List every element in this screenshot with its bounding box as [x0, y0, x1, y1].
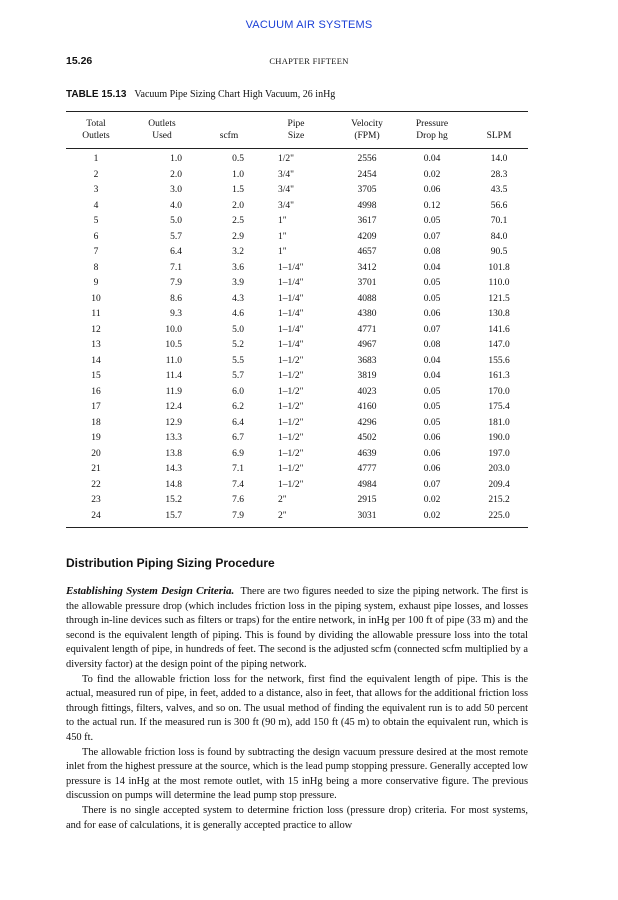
table-row: [66, 184, 528, 200]
cell-velocity: 3412: [357, 262, 377, 273]
cell-outlets-used: 10.5: [165, 340, 182, 350]
cell-velocity: 2915: [357, 495, 377, 505]
cell-slpm: 155.6: [488, 355, 510, 366]
table-row: [66, 293, 528, 309]
table-row: [66, 262, 528, 278]
cell-total-outlets: 3: [93, 185, 99, 195]
cell-pressure-drop: 0.05: [423, 216, 441, 226]
cell-pressure-drop: 0.04: [423, 262, 441, 273]
cell-pipe-size: 2": [278, 495, 287, 505]
cell-total-outlets: 9: [93, 278, 99, 288]
header-outlets-used: Outlets Used: [148, 119, 176, 141]
cell-pressure-drop: 0.06: [423, 464, 441, 474]
cell-total-outlets: 17: [91, 402, 101, 412]
cell-velocity: 3617: [357, 216, 377, 226]
cell-pipe-size: 1–1/2": [278, 355, 304, 366]
cell-outlets-used: 5.0: [170, 216, 182, 226]
cell-pipe-size: 3/4": [278, 169, 295, 180]
cell-scfm: 1.0: [232, 169, 244, 180]
cell-velocity: 4023: [357, 386, 377, 397]
cell-slpm: 14.0: [490, 154, 508, 164]
cell-pipe-size: 3/4": [278, 185, 295, 195]
cell-scfm: 5.5: [232, 355, 244, 366]
cell-total-outlets: 7: [93, 247, 99, 257]
cell-slpm: 101.8: [488, 262, 510, 273]
table-label: TABLE 15.13: [66, 89, 127, 100]
cell-scfm: 1.5: [232, 185, 244, 195]
cell-outlets-used: 13.3: [165, 433, 182, 443]
cell-pressure-drop: 0.02: [423, 169, 441, 180]
cell-total-outlets: 16: [91, 386, 101, 397]
cell-outlets-used: 14.3: [165, 464, 182, 474]
cell-total-outlets: 23: [91, 495, 101, 505]
cell-velocity: 4209: [357, 231, 377, 242]
cell-velocity: 4777: [357, 464, 377, 474]
cell-pipe-size: 1": [278, 231, 287, 242]
paragraph-text: There are two figures needed to size the piping network. The first is the allowable pressure drop (which includes friction loss in the piping system, exhaust pipe losses, and losses through in-line devices such as filters or traps) for the entire network, in inHg per 100 ft of pipe (33 m) and the second is the equivalent length of piping. This is found by dividing the allowable pressure loss into the total equivalent length of pipe, in hundreds of feet. The second is the adjusted scfm (connected scfm multiplied by a diversity factor) at the design point of the piping network.: [66, 586, 528, 670]
cell-velocity: 4639: [357, 448, 377, 459]
table-row: [66, 463, 528, 479]
table-row: [66, 169, 528, 185]
cell-pressure-drop: 0.06: [423, 433, 441, 443]
cell-pipe-size: 1–1/4": [278, 262, 304, 273]
pipe-sizing-table: [66, 111, 528, 528]
table-row: [66, 324, 528, 340]
cell-total-outlets: 14: [91, 355, 101, 366]
header-pipe-size: Pipe Size: [287, 119, 305, 141]
table-header: [66, 112, 528, 149]
cell-pressure-drop: 0.07: [423, 231, 441, 242]
cell-outlets-used: 15.2: [165, 495, 182, 505]
cell-slpm: 161.3: [488, 371, 510, 381]
table-row: [66, 479, 528, 495]
cell-pressure-drop: 0.05: [423, 278, 441, 288]
paragraph: [66, 584, 528, 673]
table-row: [66, 494, 528, 510]
cell-scfm: 2.9: [232, 231, 244, 242]
cell-total-outlets: 21: [91, 464, 101, 474]
cell-scfm: 4.3: [232, 293, 244, 304]
table-row: [66, 231, 528, 247]
cell-total-outlets: 12: [91, 324, 101, 335]
cell-velocity: 4771: [357, 324, 377, 335]
cell-pressure-drop: 0.06: [423, 185, 441, 195]
table-row: [66, 355, 528, 371]
cell-velocity: 3683: [357, 355, 377, 366]
cell-velocity: 4502: [357, 433, 377, 443]
table-row: [66, 417, 528, 433]
cell-slpm: 141.6: [488, 324, 510, 335]
cell-velocity: 3701: [357, 278, 377, 288]
cell-slpm: 130.8: [488, 309, 510, 319]
cell-scfm: 5.7: [232, 371, 244, 381]
cell-scfm: 3.9: [232, 278, 244, 288]
cell-scfm: 6.4: [232, 417, 244, 428]
cell-outlets-used: 3.0: [170, 185, 182, 195]
table-title: Vacuum Pipe Sizing Chart High Vacuum, 26 inHg: [134, 89, 336, 100]
cell-outlets-used: 4.0: [170, 200, 182, 211]
cell-scfm: 5.0: [232, 324, 244, 335]
cell-outlets-used: 15.7: [165, 510, 182, 521]
cell-slpm: 175.4: [488, 402, 510, 412]
cell-total-outlets: 24: [91, 510, 101, 521]
cell-outlets-used: 2.0: [170, 169, 182, 180]
table-body: [66, 149, 528, 527]
cell-pressure-drop: 0.05: [423, 386, 441, 397]
cell-velocity: 2454: [357, 169, 377, 180]
cell-scfm: 7.4: [232, 479, 244, 490]
header-velocity: Velocity (FPM): [351, 119, 383, 141]
table-row: [66, 246, 528, 262]
cell-velocity: 4380: [357, 309, 377, 319]
cell-pressure-drop: 0.12: [423, 200, 441, 211]
cell-scfm: 3.2: [232, 247, 244, 257]
page-number: 15.26: [66, 55, 93, 67]
cell-pressure-drop: 0.05: [423, 417, 441, 428]
cell-pipe-size: 1–1/4": [278, 278, 304, 288]
cell-pipe-size: 1–1/2": [278, 402, 304, 412]
cell-total-outlets: 22: [91, 479, 101, 490]
table-row: [66, 432, 528, 448]
cell-outlets-used: 11.0: [165, 355, 182, 366]
cell-total-outlets: 10: [91, 293, 101, 304]
table-row: [66, 277, 528, 293]
table-row: [66, 339, 528, 355]
table-row: [66, 386, 528, 402]
cell-velocity: 2556: [357, 154, 377, 164]
cell-slpm: 90.5: [490, 247, 508, 257]
cell-pipe-size: 1–1/2": [278, 479, 304, 490]
cell-scfm: 2.0: [232, 200, 244, 211]
cell-velocity: 4657: [357, 247, 377, 257]
cell-scfm: 7.9: [232, 510, 244, 521]
cell-scfm: 4.6: [232, 309, 244, 319]
cell-velocity: 4296: [357, 417, 377, 428]
cell-outlets-used: 9.3: [170, 309, 182, 319]
table-row: [66, 153, 528, 169]
cell-pipe-size: 1–1/4": [278, 309, 304, 319]
cell-scfm: 5.2: [232, 340, 244, 350]
header-pressure-drop: Pressure Drop hg: [415, 119, 449, 141]
cell-pressure-drop: 0.04: [423, 355, 441, 366]
header-slpm: SLPM: [486, 131, 512, 141]
cell-slpm: 147.0: [488, 340, 510, 350]
cell-outlets-used: 12.9: [165, 417, 182, 428]
cell-outlets-used: 11.9: [165, 386, 182, 397]
cell-outlets-used: 11.4: [165, 371, 182, 381]
cell-outlets-used: 14.8: [165, 479, 182, 490]
cell-slpm: 203.0: [488, 464, 510, 474]
table-row: [66, 308, 528, 324]
cell-velocity: 3705: [357, 185, 377, 195]
cell-total-outlets: 1: [93, 154, 99, 164]
cell-slpm: 197.0: [488, 448, 510, 459]
cell-total-outlets: 4: [93, 200, 99, 211]
cell-pipe-size: 1–1/2": [278, 448, 304, 459]
section-title: Distribution Piping Sizing Procedure: [66, 556, 275, 570]
cell-velocity: 4160: [357, 402, 377, 412]
cell-pipe-size: 1": [278, 216, 287, 226]
body-text: [66, 584, 528, 833]
cell-pipe-size: 1–1/4": [278, 324, 304, 335]
cell-pressure-drop: 0.06: [423, 309, 441, 319]
cell-scfm: 6.9: [232, 448, 244, 459]
header-scfm: scfm: [219, 131, 239, 141]
table-row: [66, 370, 528, 386]
cell-slpm: 170.0: [488, 386, 510, 397]
cell-slpm: 84.0: [490, 231, 508, 242]
cell-velocity: 4088: [357, 293, 377, 304]
cell-pipe-size: 1–1/2": [278, 417, 304, 428]
chapter-title: CHAPTER FIFTEEN: [269, 56, 349, 66]
cell-total-outlets: 5: [93, 216, 99, 226]
header-total-outlets: Total Outlets: [82, 119, 110, 141]
paragraph: There is no single accepted system to determine friction loss (pressure drop) criteria. For most systems, and for ease of calculations, it is generally accepted practice to allow: [66, 804, 528, 831]
cell-slpm: 225.0: [488, 510, 510, 521]
cell-slpm: 110.0: [488, 278, 510, 288]
cell-pipe-size: 1–1/4": [278, 340, 304, 350]
cell-outlets-used: 10.0: [165, 324, 182, 335]
cell-outlets-used: 7.1: [170, 262, 182, 273]
cell-total-outlets: 8: [93, 262, 99, 273]
table-row: [66, 448, 528, 464]
cell-pressure-drop: 0.08: [423, 340, 441, 350]
cell-slpm: 181.0: [488, 417, 510, 428]
cell-pipe-size: 3/4": [278, 200, 295, 211]
cell-pressure-drop: 0.04: [423, 154, 441, 164]
runin-heading: Establishing System Design Criteria.: [66, 585, 235, 597]
cell-pipe-size: 1/2": [278, 154, 295, 164]
cell-outlets-used: 12.4: [165, 402, 182, 412]
table-row: [66, 510, 528, 526]
cell-outlets-used: 7.9: [170, 278, 182, 288]
cell-slpm: 190.0: [488, 433, 510, 443]
cell-pressure-drop: 0.05: [423, 293, 441, 304]
cell-velocity: 3031: [357, 510, 377, 521]
cell-total-outlets: 15: [91, 371, 101, 381]
cell-pressure-drop: 0.07: [423, 324, 441, 335]
cell-pressure-drop: 0.05: [423, 402, 441, 412]
cell-pipe-size: 1–1/2": [278, 433, 304, 443]
cell-pipe-size: 1": [278, 247, 287, 257]
cell-total-outlets: 2: [93, 169, 99, 180]
cell-pressure-drop: 0.04: [423, 371, 441, 381]
cell-total-outlets: 20: [91, 448, 101, 459]
cell-scfm: 3.6: [232, 262, 244, 273]
cell-slpm: 43.5: [490, 185, 508, 195]
cell-total-outlets: 11: [91, 309, 101, 319]
table-row: [66, 200, 528, 216]
cell-total-outlets: 19: [91, 433, 101, 443]
cell-total-outlets: 18: [91, 417, 101, 428]
cell-pipe-size: 1–1/2": [278, 386, 304, 397]
cell-slpm: 70.1: [490, 216, 508, 226]
cell-velocity: 3819: [357, 371, 377, 381]
cell-velocity: 4967: [357, 340, 377, 350]
cell-scfm: 6.7: [232, 433, 244, 443]
cell-slpm: 56.6: [490, 200, 508, 211]
cell-pressure-drop: 0.06: [423, 448, 441, 459]
cell-outlets-used: 6.4: [170, 247, 182, 257]
running-head: VACUUM AIR SYSTEMS: [245, 19, 373, 31]
cell-pressure-drop: 0.07: [423, 479, 441, 490]
cell-slpm: 121.5: [488, 293, 510, 304]
cell-pressure-drop: 0.08: [423, 247, 441, 257]
paragraph: To find the allowable friction loss for the network, first find the equivalent length of pipe. This is the actual, measured run of pipe, in feet, added to a distance, also in feet, that allows for the additional friction loss through fittings, filters, valves, and so on. The usual method of finding the equivalent run is to add 50 percent to the actual run. If the measured run is 300 ft (90 m), add 150 ft (45 m) to obtain the equivalent run, which is 450 ft.: [66, 673, 528, 743]
cell-pressure-drop: 0.02: [423, 510, 441, 521]
cell-total-outlets: 6: [93, 231, 99, 242]
table-caption: [66, 89, 335, 100]
cell-total-outlets: 13: [91, 340, 101, 350]
cell-pipe-size: 2": [278, 510, 287, 521]
cell-scfm: 6.2: [232, 402, 244, 412]
table-row: [66, 401, 528, 417]
cell-outlets-used: 13.8: [165, 448, 182, 459]
cell-pipe-size: 1–1/2": [278, 371, 304, 381]
cell-outlets-used: 1.0: [170, 154, 182, 164]
paragraph: The allowable friction loss is found by subtracting the design vacuum pressure desired at the most remote inlet from the highest pressure at the source, which is the lead pump stopping pressure. Generally accepted low pressure is 14 inHg at the most remote outlet, with 15 inHg being a more conservative figure. The previous discussion on pumps will determine the lead pump stop pressure.: [66, 746, 528, 802]
cell-slpm: 215.2: [488, 495, 510, 505]
cell-scfm: 2.5: [232, 216, 244, 226]
cell-pipe-size: 1–1/4": [278, 293, 304, 304]
table-row: [66, 215, 528, 231]
cell-outlets-used: 5.7: [170, 231, 182, 242]
cell-pipe-size: 1–1/2": [278, 464, 304, 474]
cell-scfm: 0.5: [232, 154, 244, 164]
cell-scfm: 7.6: [232, 495, 244, 505]
cell-outlets-used: 8.6: [170, 293, 182, 304]
cell-scfm: 6.0: [232, 386, 244, 397]
cell-slpm: 209.4: [488, 479, 510, 490]
cell-velocity: 4984: [357, 479, 377, 490]
cell-scfm: 7.1: [232, 464, 244, 474]
cell-pressure-drop: 0.02: [423, 495, 441, 505]
cell-velocity: 4998: [357, 200, 377, 211]
cell-slpm: 28.3: [490, 169, 508, 180]
